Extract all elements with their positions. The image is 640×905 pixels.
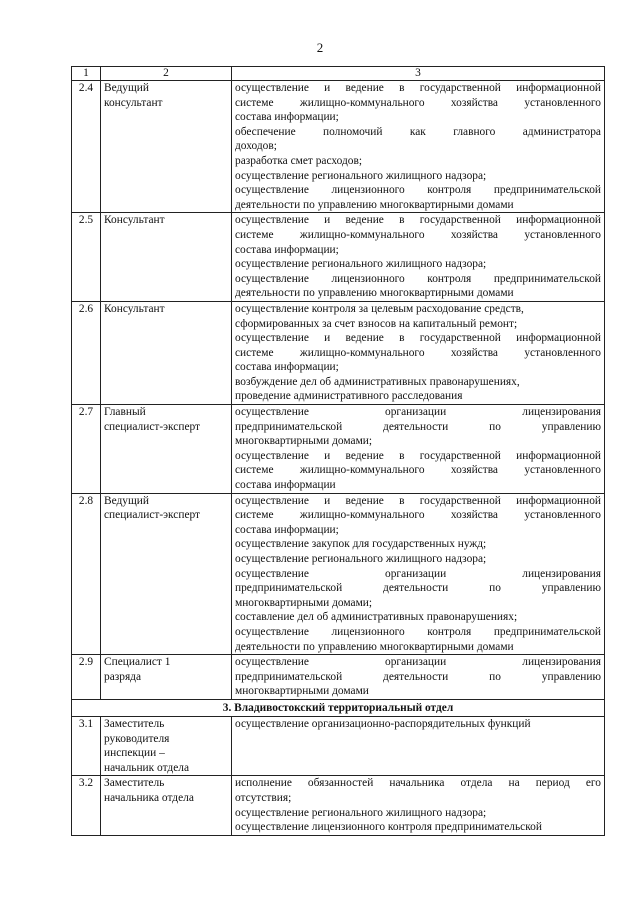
row-number: 2.6 bbox=[72, 301, 101, 404]
duty-line: состава информации; bbox=[235, 243, 339, 256]
position-line: Ведущий bbox=[104, 82, 149, 94]
duty-line: осуществление регионального жилищного надзора; bbox=[235, 258, 487, 271]
duty-line: разработка смет расходов; bbox=[235, 154, 363, 167]
row-number: 2.8 bbox=[72, 493, 101, 655]
duty-line: состава информации; bbox=[235, 523, 339, 536]
duty-line: системе жилищно-коммунального хозяйства установленного bbox=[235, 464, 601, 477]
position-line: Заместитель bbox=[104, 777, 165, 790]
duty-line: осуществление и ведение в государственной информационной bbox=[235, 449, 601, 462]
duty-line: состава информации; bbox=[235, 111, 339, 124]
duty-line: осуществление организации лицензирования bbox=[235, 567, 601, 580]
duty-line: системе жилищно-коммунального хозяйства установленного bbox=[235, 346, 601, 359]
duty-line: состава информации; bbox=[235, 361, 339, 374]
table-row bbox=[72, 776, 605, 835]
position-title bbox=[101, 405, 232, 494]
position-title bbox=[101, 81, 232, 213]
duty-line: проведение административного расследования bbox=[235, 390, 463, 403]
duty-line: многоквартирными домами bbox=[235, 685, 369, 698]
duty-line: осуществление организационно-распорядительных функций bbox=[235, 717, 531, 730]
table-body bbox=[72, 81, 605, 836]
duty-line: предпринимательской деятельности по управлению bbox=[235, 582, 601, 595]
header-col-3: 3 bbox=[232, 67, 605, 81]
duty-line: предпринимательской деятельности по управлению bbox=[235, 670, 601, 683]
position-line: Консультант bbox=[104, 302, 165, 315]
header-col-1: 1 bbox=[72, 67, 101, 81]
position-line: Главный bbox=[104, 406, 146, 419]
table-row bbox=[72, 301, 605, 404]
duty-line: системе жилищно-коммунального хозяйства установленного bbox=[235, 509, 601, 522]
row-number: 2.5 bbox=[72, 213, 101, 302]
duty-line: осуществление организации лицензирования bbox=[235, 656, 601, 669]
position-line: Консультант bbox=[104, 214, 165, 227]
duty-line: деятельности по управлению многоквартирными домами bbox=[235, 198, 514, 211]
position-line: начальника отдела bbox=[104, 791, 194, 804]
duties-cell bbox=[232, 655, 605, 700]
header-row bbox=[72, 67, 605, 81]
position-title bbox=[101, 716, 232, 775]
duties-cell bbox=[232, 301, 605, 404]
duty-line: осуществление лицензионного контроля предпринимательской bbox=[235, 821, 542, 834]
duty-line: системе жилищно-коммунального хозяйства установленного bbox=[235, 228, 601, 241]
table-row bbox=[72, 493, 605, 655]
duties-cell bbox=[232, 716, 605, 775]
duty-line: деятельности по управлению многоквартирными домами bbox=[235, 287, 514, 300]
duty-line: осуществление лицензионного контроля предпринимательской bbox=[235, 625, 601, 638]
position-line: Ведущий bbox=[104, 494, 149, 507]
duties-cell bbox=[232, 776, 605, 835]
duty-line: обеспечение полномочий как главного администратора bbox=[235, 125, 601, 138]
row-number: 2.9 bbox=[72, 655, 101, 700]
duty-line: осуществление и ведение в государственной информационной bbox=[235, 214, 601, 227]
duty-line: осуществление организации лицензирования bbox=[235, 406, 601, 419]
duties-cell bbox=[232, 81, 605, 213]
staff-duties-table bbox=[71, 66, 605, 836]
duty-line: осуществление закупок для государственных нужд; bbox=[235, 538, 487, 551]
position-title bbox=[101, 213, 232, 302]
row-number: 3.2 bbox=[72, 776, 101, 835]
duty-line: осуществление и ведение в государственной информационной bbox=[235, 82, 601, 94]
duties-cell bbox=[232, 405, 605, 494]
position-line: разряда bbox=[104, 670, 142, 683]
duty-line: исполнение обязанностей начальника отдела на период его bbox=[235, 777, 601, 790]
duty-line: состава информации bbox=[235, 479, 336, 492]
position-line: руководителя bbox=[104, 732, 170, 745]
duty-line: осуществление контроля за целевым расходование средств, bbox=[235, 302, 524, 315]
position-title bbox=[101, 655, 232, 700]
duty-line: осуществление и ведение в государственной информационной bbox=[235, 494, 601, 507]
position-line: инспекции – bbox=[104, 747, 165, 760]
duty-line: деятельности по управлению многоквартирными домами bbox=[235, 640, 514, 653]
duty-line: осуществление регионального жилищного надзора; bbox=[235, 169, 487, 182]
row-number: 3.1 bbox=[72, 716, 101, 775]
table-row bbox=[72, 81, 605, 213]
duty-line: отсутствия; bbox=[235, 791, 292, 804]
duty-line: осуществление регионального жилищного надзора; bbox=[235, 553, 487, 565]
duty-line: возбуждение дел об административных правонарушениях, bbox=[235, 375, 520, 388]
position-title bbox=[101, 493, 232, 655]
row-number: 2.4 bbox=[72, 81, 101, 213]
duty-line: составление дел об административных правонарушениях; bbox=[235, 611, 518, 624]
section-title: 3. Владивостокский территориальный отдел bbox=[72, 699, 605, 716]
position-line: Специалист 1 bbox=[104, 656, 171, 669]
table-row bbox=[72, 213, 605, 302]
position-line: консультант bbox=[104, 96, 163, 109]
duty-line: осуществление лицензионного контроля предпринимательской bbox=[235, 184, 601, 197]
table-row bbox=[72, 716, 605, 775]
position-line: начальник отдела bbox=[104, 761, 189, 774]
duty-line: осуществление и ведение в государственной информационной bbox=[235, 332, 601, 345]
header-col-2: 2 bbox=[101, 67, 232, 81]
page-number: 2 bbox=[316, 40, 324, 55]
duties-cell bbox=[232, 213, 605, 302]
row-number: 2.7 bbox=[72, 405, 101, 494]
position-line: специалист-эксперт bbox=[104, 420, 201, 433]
table-row bbox=[72, 405, 605, 494]
duty-line: сформированных за счет взносов на капитальный ремонт; bbox=[235, 317, 518, 330]
table-row bbox=[72, 655, 605, 700]
duty-line: многоквартирными домами; bbox=[235, 596, 373, 609]
duty-line: предпринимательской деятельности по управлению bbox=[235, 420, 601, 433]
duty-line: осуществление регионального жилищного надзора; bbox=[235, 806, 487, 819]
position-line: Заместитель bbox=[104, 717, 165, 730]
duties-cell bbox=[232, 493, 605, 655]
position-title bbox=[101, 776, 232, 835]
duty-line: многоквартирными домами; bbox=[235, 435, 373, 448]
duty-line: доходов; bbox=[235, 140, 277, 153]
duty-line: осуществление лицензионного контроля предпринимательской bbox=[235, 272, 601, 285]
section-row bbox=[72, 699, 605, 716]
position-line: специалист-эксперт bbox=[104, 509, 201, 522]
position-title bbox=[101, 301, 232, 404]
duty-line: системе жилищно-коммунального хозяйства установленного bbox=[235, 96, 601, 109]
